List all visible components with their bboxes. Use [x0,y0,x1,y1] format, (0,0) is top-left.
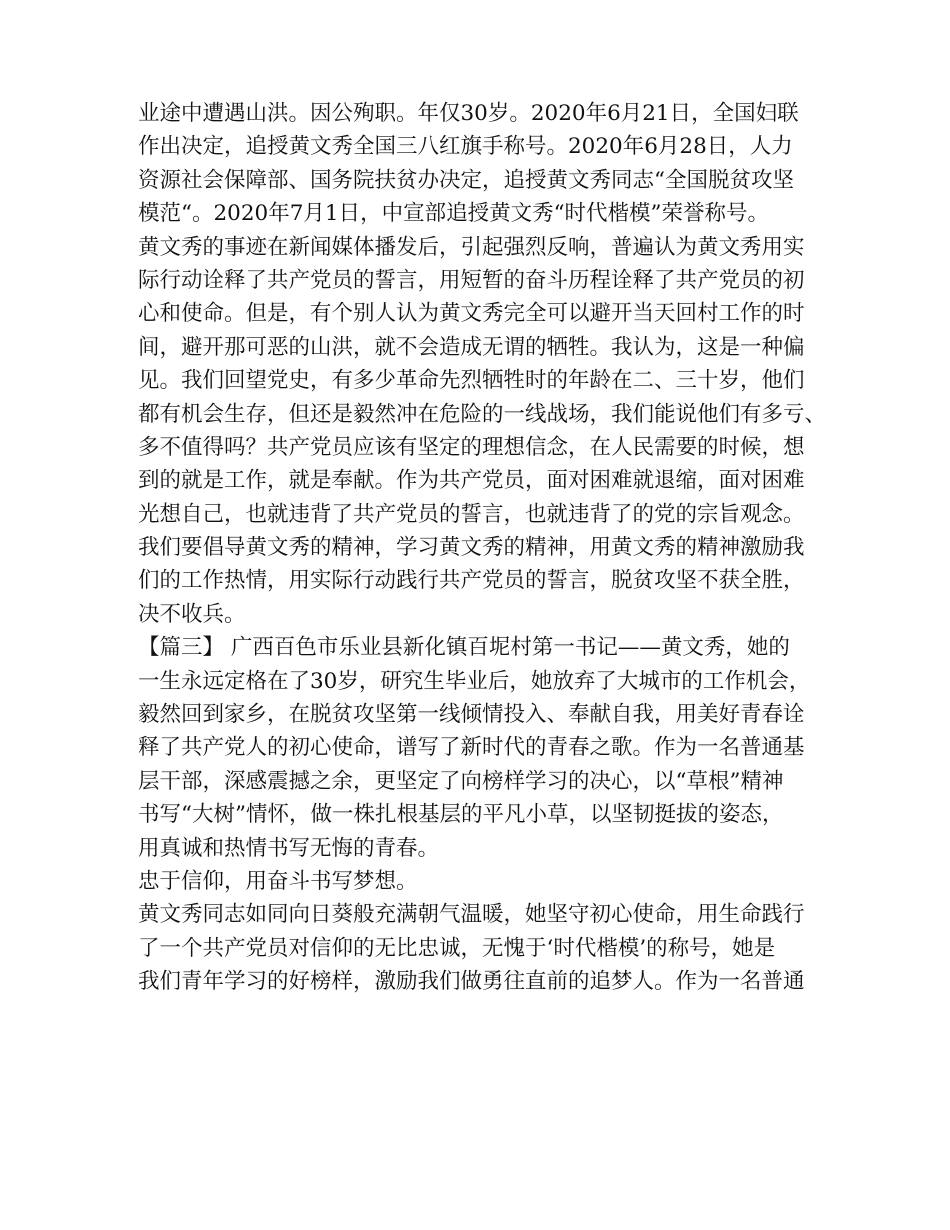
text-line: 心和使命。但是，有个别人认为黄文秀完全可以避开当天回村工作的时 [138,301,805,327]
text-line: 我们青年学习的好榜样，激励我们做勇往直前的追梦人。作为一名普通 [138,969,805,995]
text-line: 际行动诠释了共产党员的誓言，用短暂的奋斗历程诠释了共产党员的初 [138,267,805,293]
text-line: 决不收兵。 [138,601,246,627]
text-line: 释了共产党人的初心使命，谱写了新时代的青春之歌。作为一名普通基 [138,735,805,761]
text-line: 们的工作热情，用实际行动践行共产党员的誓言，脱贫攻坚不获全胜， [138,568,805,594]
text-line: 黄文秀的事迹在新闻媒体播发后，引起强烈反响，普遍认为黄文秀用实 [138,234,805,260]
text-line: 毅然回到家乡，在脱贫攻坚第一线倾情投入、奉献自我，用美好青春诠 [138,702,805,728]
text-line: 用真诚和热情书写无悔的青春。 [138,835,440,861]
text-line: 黄文秀同志如同向日葵般充满朝气温暖，她坚守初心使命，用生命践行 [138,902,805,928]
text-line: 我们要倡导黄文秀的精神，学习黄文秀的精神，用黄文秀的精神激励我 [138,535,805,561]
text-line: 都有机会生存，但还是毅然冲在危险的一线战场，我们能说他们有多亏、 [138,401,827,427]
body-text [138,97,828,999]
text-line: 资源社会保障部、国务院扶贫办决定，追授黄文秀同志“全国脱贫攻坚 [138,167,794,193]
text-line: 书写“大树”情怀，做一株扎根基层的平凡小草，以坚韧挺拔的姿态， [138,802,784,828]
text-line: 到的就是工作，就是奉献。作为共产党员，面对困难就退缩，面对困难 [138,468,805,494]
text-line: 一生永远定格在了30岁，研究生毕业后，她放弃了大城市的工作机会， [138,668,811,694]
text-line: 多不值得吗？共产党员应该有坚定的理想信念，在人民需要的时候，想 [138,434,805,460]
text-line: 见。我们回望党史，有多少革命先烈牺牲时的年龄在二、三十岁，他们 [138,368,805,394]
subheading-line: 忠于信仰，用奋斗书写梦想。 [138,868,418,894]
section-heading-line: 【篇三】 广西百色市乐业县新化镇百坭村第一书记——黄文秀，她的 [138,635,790,661]
text-line: 了一个共产党员对信仰的无比忠诚，无愧于‘时代楷模’的称号，她是 [138,935,776,961]
text-line: 作出决定，追授黄文秀全国三八红旗手称号。2020年6月28日，人力 [138,134,793,160]
text-line: 光想自己，也就违背了共产党员的誓言，也就违背了的党的宗旨观念。 [138,501,805,527]
text-line: 模范“。2020年7月1日，中宣部追授黄文秀“时代楷模”荣誉称号。 [138,201,770,227]
text-line: 层干部，深感震撼之余，更坚定了向榜样学习的决心，以“草根”精神 [138,768,784,794]
text-line: 业途中遭遇山洪。因公殉职。年仅30岁。2020年6月21日，全国妇联 [138,101,799,126]
text-line: 间，避开那可恶的山洪，就不会造成无谓的牺牲。我认为，这是一种偏 [138,334,805,360]
